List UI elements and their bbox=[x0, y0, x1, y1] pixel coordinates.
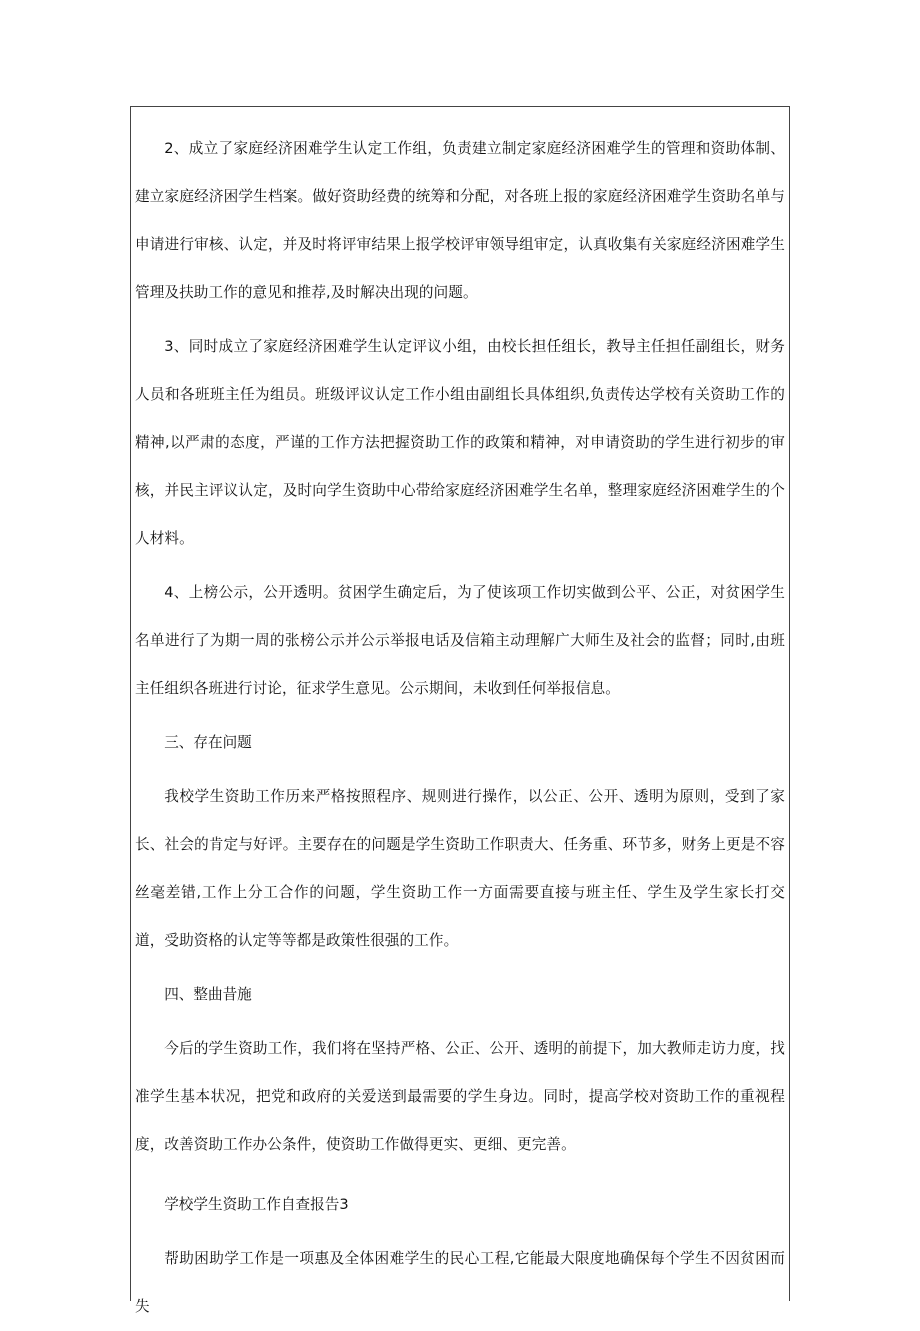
document-page bbox=[130, 106, 790, 1315]
section-heading-measures: 四、整曲昔施 bbox=[164, 986, 252, 1003]
paragraph-item-2: 2、成立了家庭经济困难学生认定工作组，负责建立制定家庭经济困难学生的管理和资助体制、建立家庭经济困学生档案。做好资助经费的统筹和分配，对各班上报的家庭经济困难学生资助名单与申请进行审核、认定，并及时将评审结果上报学校评审领导组审定，认真收集有关家庭经济困难学生管理及扶助工作的意见和推荐,及时解决出现的问题。 bbox=[135, 140, 785, 301]
paragraph-item-4: 4、上榜公示，公开透明。贫困学生确定后，为了使该项工作切实做到公平、公正，对贫困学生名单进行了为期一周的张榜公示并公示举报电话及信箱主动理解广大师生及社会的监督；同时,由班主任组织各班进行讨论，征求学生意见。公示期间，未收到任何举报信息。 bbox=[135, 584, 785, 697]
document-body bbox=[135, 125, 785, 1331]
section-heading-problems: 三、存在问题 bbox=[164, 734, 252, 751]
paragraph-item-3: 3、同时成立了家庭经济困难学生认定评议小组，由校长担任组长，教导主任担任副组长，财务人员和各班班主任为组员。班级评议认定工作小组由副组长具体组织,负责传达学校有关资助工作的精神,以严肃的态度，严谨的工作方法把握资助工作的政策和精神，对申请资助的学生进行初步的审核，并民主评议认定，及时向学生资助中心带给家庭经济困难学生名单，整理家庭经济困难学生的个人材料。 bbox=[135, 338, 785, 547]
paragraph-measures: 今后的学生资助工作，我们将在坚持严格、公正、公开、透明的前提下，加大教师走访力度，找准学生基本状况，把党和政府的关爱送到最需要的学生身边。同时，提高学校对资助工作的重视程度，改善资助工作办公条件，使资助工作做得更实、更细、更完善。 bbox=[135, 1040, 785, 1153]
paragraph-problems: 我校学生资助工作历来严格按照程序、规则进行操作，以公正、公开、透明为原则，受到了家长、社会的肯定与好评。主要存在的问题是学生资助工作职责大、任务重、环节多，财务上更是不容丝毫差错,工作上分工合作的问题，学生资助工作一方面需要直接与班主任、学生及学生家长打交道，受助资格的认定等等都是政策性很强的工作。 bbox=[135, 788, 785, 949]
paragraph-report-3-intro: 帮助困助学工作是一项惠及全体困难学生的民心工程,它能最大限度地确保每个学生不因贫困而失 bbox=[135, 1250, 785, 1315]
report-title-3: 学校学生资助工作自查报告3 bbox=[164, 1196, 349, 1213]
paragraph-gap bbox=[135, 1169, 785, 1181]
